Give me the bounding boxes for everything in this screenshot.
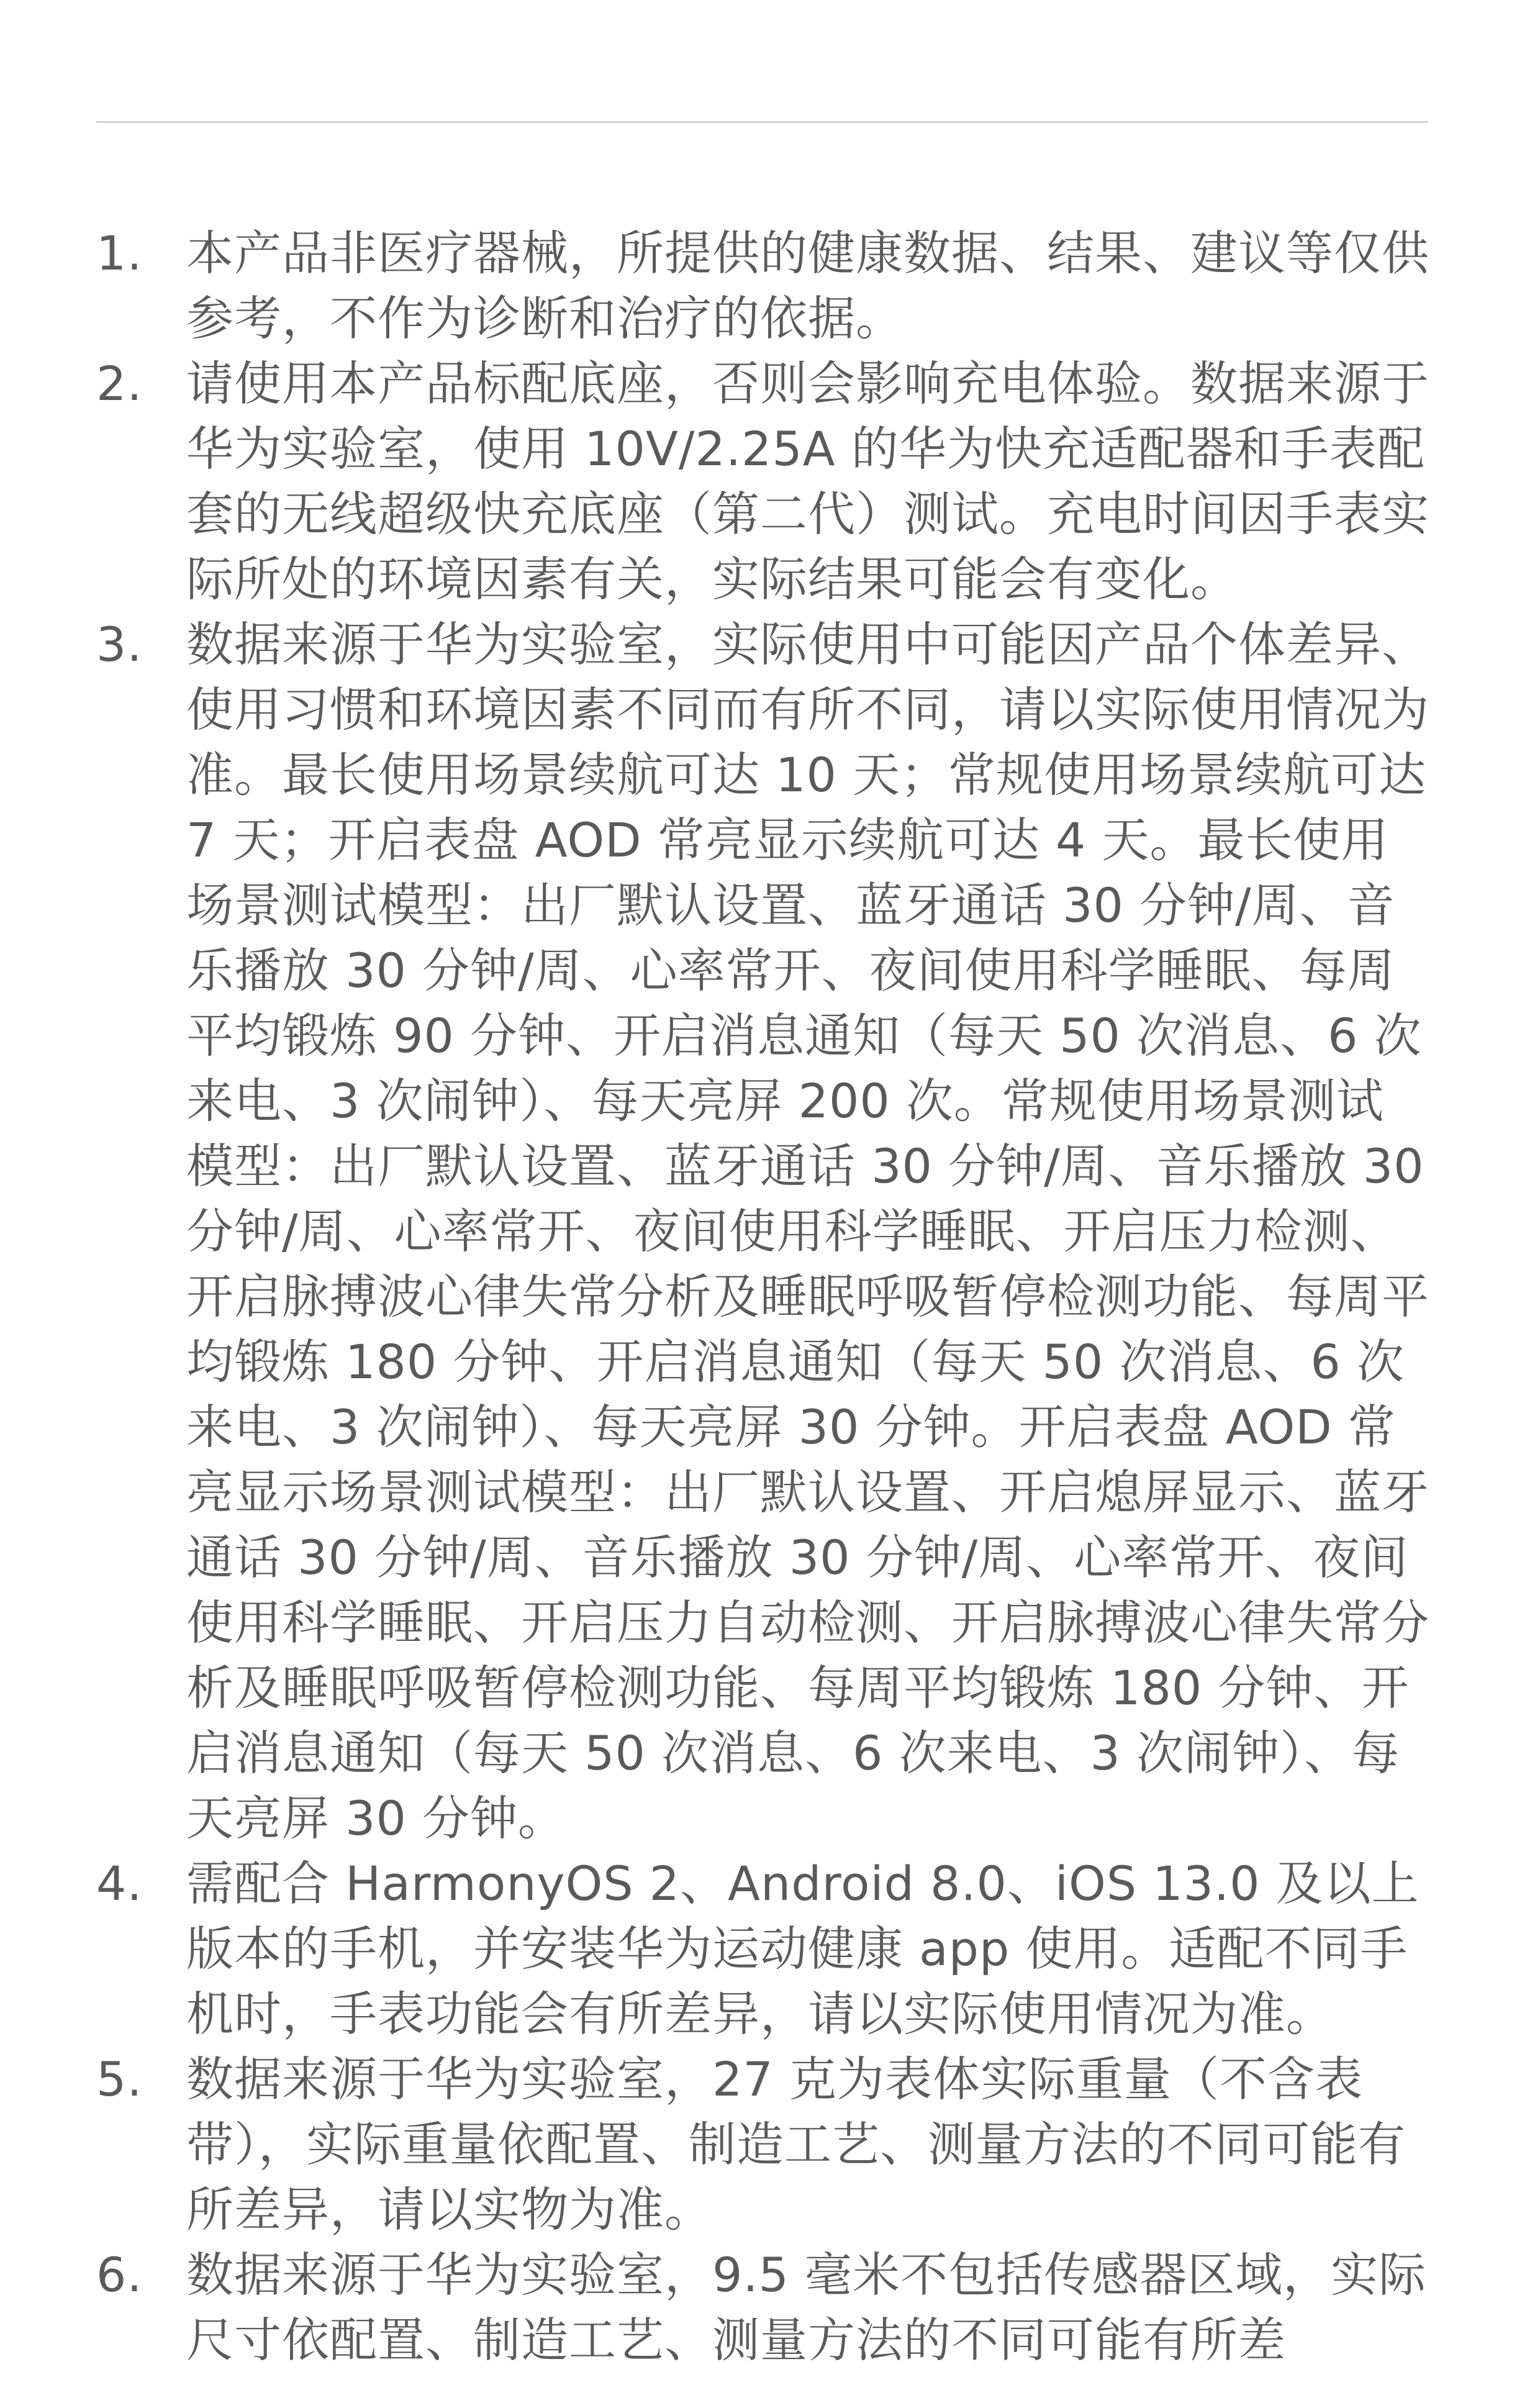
- top-divider: [96, 121, 1428, 123]
- note-number: 4.: [96, 1856, 143, 1911]
- note-text: 数据来源于华为实验室，27 克为表体实际重量（不含表带），实际重量依配置、制造工艺、测量方法的不同可能有所差异，请以实物为准。: [186, 2051, 1406, 2237]
- note-item-1: [96, 220, 1431, 351]
- disclaimer-notes-list: [96, 220, 1431, 2373]
- note-number: 3.: [96, 617, 143, 672]
- note-text: 数据来源于华为实验室，实际使用中可能因产品个体差异、使用习惯和环境因素不同而有所不同，请以实际使用情况为准。最长使用场景续航可达 10 天；常规使用场景续航可达 7 天；开启表盘 AOD 常亮显示续航可达 4 天。最长使用场景测试模型：出厂默认设置、蓝牙通话 30 分钟/周、音乐播放 30 分钟/周、心率常开、夜间使用科学睡眠、每周平均锻炼 90 分钟、开启消息通知（每天 50 次消息、6 次来电、3 次闹钟）、每天亮屏 200 次。常规使用场景测试模型：出厂默认设置、蓝牙通话 30 分钟/周、音乐播放 30 分钟/周、心率常开、夜间使用科学睡眠、开启压力检测、开启脉搏波心律失常分析及睡眠呼吸暂停检测功能、每周平均锻炼 180 分钟、开启消息通知（每天 50 次消息、6 次来电、3 次闹钟）、每天亮屏 30 分钟。开启表盘 AOD 常亮显示场景测试模型：出厂默认设置、开启熄屏显示、蓝牙通话 30 分钟/周、音乐播放 30 分钟/周、心率常开、夜间使用科学睡眠、开启压力自动检测、开启脉搏波心律失常分析及睡眠呼吸暂停检测功能、每周平均锻炼 180 分钟、开启消息通知（每天 50 次消息、6 次来电、3 次闹钟）、每天亮屏 30 分钟。: [186, 617, 1429, 1846]
- note-number: 6.: [96, 2247, 143, 2302]
- note-text: 需配合 HarmonyOS 2、Android 8.0、iOS 13.0 及以上版本的手机，并安装华为运动健康 app 使用。适配不同手机时，手表功能会有所差异，请以实际使用情况为准。: [186, 1856, 1420, 2042]
- note-number: 1.: [96, 225, 143, 281]
- note-item-5: [96, 2047, 1431, 2242]
- note-item-6: [96, 2242, 1431, 2373]
- note-item-2: [96, 351, 1431, 612]
- note-item-3: [96, 612, 1431, 1851]
- note-text: 请使用本产品标配底座，否则会影响充电体验。数据来源于华为实验室，使用 10V/2.25A 的华为快充适配器和手表配套的无线超级快充底座（第二代）测试。充电时间因手表实际所处的环境因素有关，实际结果可能会有变化。: [186, 356, 1429, 607]
- note-text: 本产品非医疗器械，所提供的健康数据、结果、建议等仅供参考，不作为诊断和治疗的依据。: [186, 225, 1429, 346]
- note-text: 数据来源于华为实验室，9.5 毫米不包括传感器区域，实际尺寸依配置、制造工艺、测量方法的不同可能有所差: [186, 2247, 1427, 2368]
- note-number: 5.: [96, 2051, 143, 2107]
- note-number: 2.: [96, 356, 143, 411]
- note-item-4: [96, 1851, 1431, 2047]
